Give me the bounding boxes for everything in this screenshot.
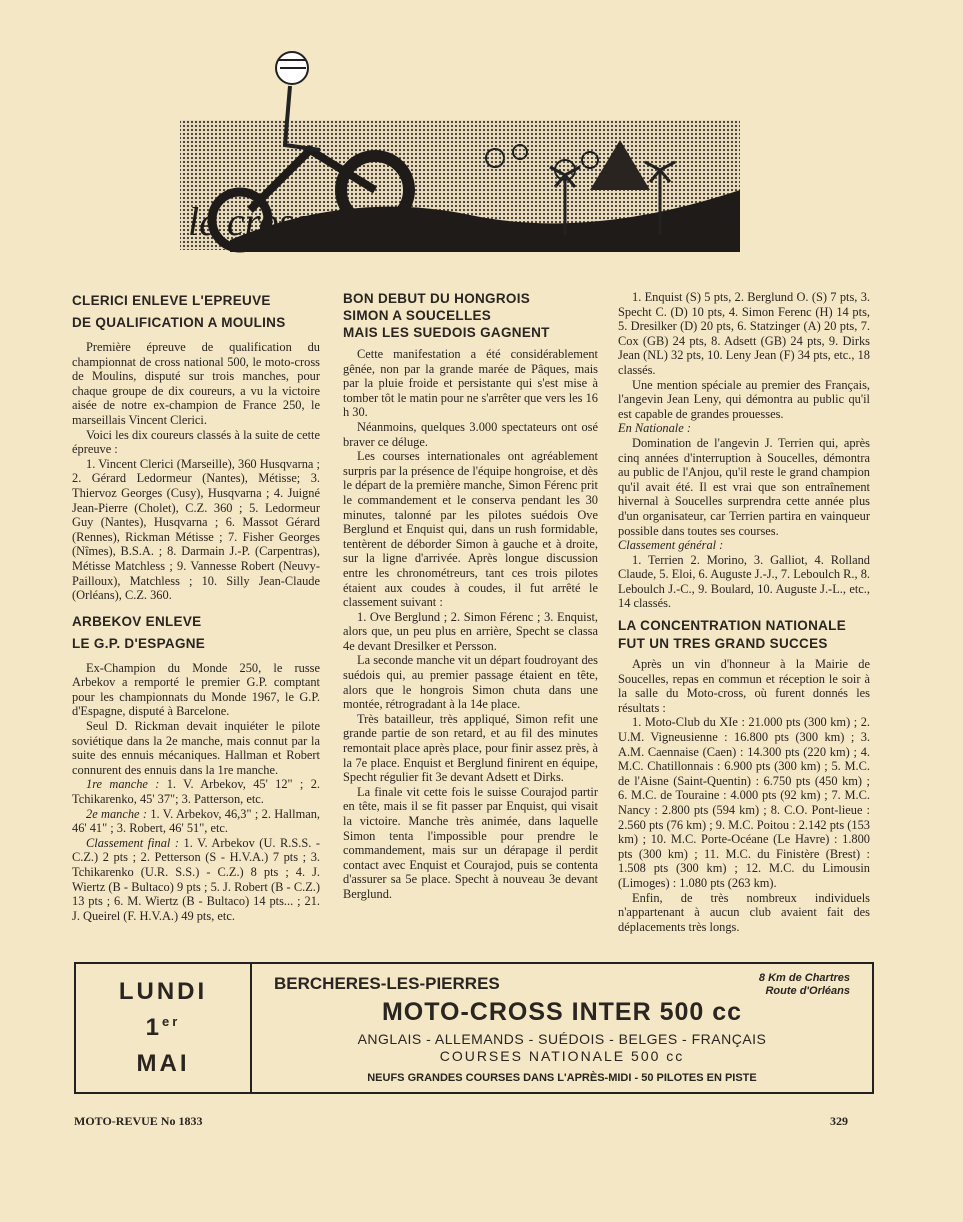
paragraph: Néanmoins, quelques 3.000 spectateurs ont osé braver ce déluge. (343, 419, 598, 449)
paragraph: La finale vit cette fois le suisse Courajod partir en tête, mais il se fit passer par Enquist, qui visait la victoire. Manche très animée, dans laquelle Simon tenta l'impossible pour prendre le commandement, mais sur un dérapage il perdit contact avec Enquist et Courajod, puis se contenta d'assurer sa 5e place. Specht à nouveau 3e devant Berglund. (343, 784, 598, 901)
ad-title: MOTO-CROSS INTER 500 cc (381, 998, 743, 1026)
headline-arbekov (72, 611, 320, 655)
headline-line: BON DEBUT DU HONGROIS (343, 291, 531, 306)
ad-num: 1 (145, 1014, 163, 1041)
result-line (72, 836, 320, 924)
art-title: le cross (188, 199, 310, 244)
ad-town: BERCHERES-LES-PIERRES (274, 974, 500, 993)
ad-content (252, 964, 872, 1092)
subhead-label: En Nationale : (618, 421, 691, 436)
headline-concentration (618, 617, 870, 653)
paragraph: Les courses internationales ont agréablement surpris par la présence de l'équipe hongroise, et dès le départ de la première manche, Simon Férenc prit le commandement et le conserva pendant les 30 minutes, talonné par les pilotes suédois Ove Berglund et Enquist qui, dans un rush formidable, tentèrent de déborder Simon à gauche et à droite, sur la ligne d'arrivée. Après longue discussion entre les chronométreurs, tant ces trois pilotes étaient aux coudes à coudes, il fut arrêté le classement suivant : (343, 449, 598, 610)
headline-line: LE G.P. D'ESPAGNE (72, 635, 206, 651)
column-1 (72, 290, 320, 923)
ad-dist-line: Route d'Orléans (765, 985, 850, 997)
paragraph: Voici les dix coureurs classés à la suite de cette épreuve : (72, 427, 320, 457)
headline-simon (343, 290, 598, 341)
page-number: 329 (830, 1114, 848, 1128)
advertisement-box (74, 962, 874, 1094)
ad-date (76, 964, 252, 1092)
paragraph: Une mention spéciale au premier des Français, l'angevin Jean Leny, qui démontra au public qu'il est capable de grandes prouesses. (618, 377, 870, 421)
subhead (618, 538, 870, 553)
ad-bottom-line: NEUFS GRANDES COURSES DANS L'APRÈS-MIDI - 50 PILOTES EN PISTE (367, 1072, 757, 1084)
ad-day: LUNDI (118, 978, 208, 1005)
headline-line: ARBEKOV ENLEVE (72, 613, 202, 629)
result-label: 2e manche : (86, 806, 148, 821)
result-text: 1. V. Arbekov, 46,3" ; 2. Hallman, 46' 41" ; 3. Robert, 46' 51", etc. (72, 806, 320, 836)
paragraph: Très batailleur, très appliqué, Simon refit une grande partie de son retard, et au fil des minutes remontait place après place, pour finir assez près, à la 7e place. Enquist et Berglund finirent en équipe, Specht régulier fit 3e devant Adsett et Dirks. (343, 711, 598, 785)
headline-line: MAIS LES SUEDOIS GAGNENT (343, 325, 550, 340)
subhead (618, 421, 870, 436)
ad-distance (759, 972, 850, 998)
result-text: 1. V. Arbekov, 45' 12" ; 2. Tchikarenko, 45' 37"; 3. Patterson, etc. (72, 777, 320, 807)
headline-line: LA CONCENTRATION NATIONALE (618, 618, 847, 634)
column-3 (618, 290, 870, 934)
headline-line: SIMON A SOUCELLES (343, 308, 492, 323)
ad-day-number (76, 1014, 250, 1042)
ad-month: MAI (136, 1050, 190, 1077)
paragraph: Cette manifestation a été considérablement gênée, non par la grande marée de Pâques, mais par la pluie froide et persistante qui s'est mise à tomber tôt le matin pour ne s'arrêter que vers les 16 h 30. (343, 347, 598, 420)
result-line (72, 777, 320, 806)
column-2 (343, 290, 598, 902)
paragraph: Première épreuve de qualification du championnat de cross national 500, le moto-cross de Moulins, disputé sur trois manches, pour chaque groupe de dix coureurs, a vu la victoire aisée de notre ex-champion de France 250, le marseillais Vincent Clerici. (72, 340, 320, 427)
paragraph: Domination de l'angevin J. Terrien qui, après cinq années d'interruption à Soucelles, démontra au public de l'Anjou, qu'il reste le grand champion qu'il avait été. Il est vrai que son entraînement hivernal à Soucelles surprendra cette année plus d'un organisateur, car Terrien partira en vainqueur possible dans toutes ses courses. (618, 435, 870, 538)
result-label: 1re manche : (86, 777, 160, 792)
paragraph: 1. Terrien 2. Morino, 3. Galliot, 4. Rolland Claude, 5. Eloi, 6. Auguste J.-J., 7. Leboulch R., 8. Leboulch J.-C., 9. Boulard, 10. Auguste J.-L., etc., 14 classés. (618, 552, 870, 611)
results-paragraph: 1. Vincent Clerici (Marseille), 360 Husqvarna ; 2. Gérard Ledormeur (Nantes), Métisse; 3. Thiervoz Georges (Cusy), Husqvarna ; 4. Juigné Jean-Pierre (Cholet), C.Z. 360 ; 5. Ledormeur Guy (Nantes), Husqvarna ; 6. Massot Gérard (Rennes), Rickman Métisse ; 7. Fisher Georges (Nîmes), B.S.A. ; 8. Darmain J.-P. (Carpentras), Métisse Matchless ; 9. Vannesse Robert (Neuvy-Pailloux), Matchless ; 10. Silly Jean-Claude (Orléans), C.Z. 360. (72, 456, 320, 603)
result-text: 1. V. Arbekov (U. R.S.S. - C.Z.) 2 pts ; 2. Petterson (S - H.V.A.) 7 pts ; 3. Tchikarenko (U.R. S.S.) - C.Z.) 8 pts ; 4. J. Wiertz (B - Bultaco) 9 pts ; 5. J. Robert (B - C.Z.) 13 pts ; 6. M. Wiertz (B - Bultaco) 14 pts... ; 21. J. Queirel (F. H.V.A.) 49 pts, etc. (72, 835, 320, 923)
headline-line: DE QUALIFICATION A MOULINS (72, 315, 286, 330)
paragraph: 1. Ove Berglund ; 2. Simon Férenc ; 3. Enquist, alors que, un peu plus en arrière, Specht se classa 4e devant Dresilker et Persson. (343, 609, 598, 653)
footer-magazine: MOTO-REVUE No 1833 (74, 1114, 203, 1128)
result-line (72, 807, 320, 836)
paragraph: 1. Moto-Club du XIe : 21.000 pts (300 km) ; 2. U.M. Vigneusienne : 16.800 pts (300 km) ; 3. A.M. Caennaise (Caen) : 14.300 pts (220 km) ; 4. M.C. Chatillonnais : 6.900 pts (300 km) ; 5. M.C. de l'Aisne (Saint-Quentin) : 6.750 pts (450 km) ; 6. M.C. de Touraine : 4.000 pts (92 km) ; 7. M.C. Nancy : 2.800 pts (594 km) ; 8. C.O. Pont-lieue : 2.560 pts (76 km) ; 9. M.C. Poitou : 2.142 pts (153 km) ; 10. M.C. Porte-Océane (Le Havre) : 1.800 pts (300 km) ; 11. M.C. du Finistère (Brest) : 1.508 pts (300 km) ; 12. M.C. du Limousin (Limoges) : 1.080 pts (263 km). (618, 715, 870, 890)
paragraph: Après un vin d'honneur à la Mairie de Soucelles, repas en commun et réception le soir à la salle du Moto-cross, où furent donnés les résultats : (618, 657, 870, 715)
ad-nations: ANGLAIS - ALLEMANDS - SUÉDOIS - BELGES - FRANÇAIS (357, 1031, 767, 1047)
paragraph: La seconde manche vit un départ foudroyant des suédois qui, au premier passage étaient en tête, alors que le hongrois Simon chuta dans une montée, rétrogradant à la 14e place. (343, 653, 598, 712)
headline-line: CLERICI ENLEVE L'EPREUVE (72, 293, 271, 308)
ad-sup: er (162, 1014, 181, 1029)
subhead-label: Classement général : (618, 538, 724, 553)
paragraph: Seul D. Rickman devait inquiéter le pilote soviétique dans la 2e manche, mais connut par la suite des ennuis mécaniques. Hallman et Robert connurent des ennuis dans la 1re manche. (72, 719, 320, 777)
paragraph: Ex-Champion du Monde 250, le russe Arbekov a remporté le premier G.P. comptant pour les championnats du Monde 1967, le G.P. d'Espagne, disputé à Barcelone. (72, 660, 320, 719)
paragraph: 1. Enquist (S) 5 pts, 2. Berglund O. (S) 7 pts, 3. Specht C. (D) 10 pts, 4. Simon Ferenc (H) 14 pts, 5. Dresilker (D) 20 pts, 6. Statzinger (A) 20 pts, 7. Cox (GB) 24 pts, 8. Adsett (GB) 24 pts, 9. Dirks Jean (NL) 32 pts, 10. Leny Jean (F) 34 pts, etc., 18 classés. (618, 290, 870, 377)
headline-clerici (72, 290, 320, 334)
paragraph: Enfin, de très nombreux individuels n'appartenant à aucun club avaient fait des déplacements très longs. (618, 890, 870, 934)
headline-line: FUT UN TRES GRAND SUCCES (618, 636, 828, 652)
result-label: Classement final : (86, 835, 180, 850)
ad-national: COURSES NATIONALE 500 cc (439, 1048, 685, 1064)
ad-dist-line: 8 Km de Chartres (758, 972, 850, 984)
cross-illustration (170, 40, 760, 270)
